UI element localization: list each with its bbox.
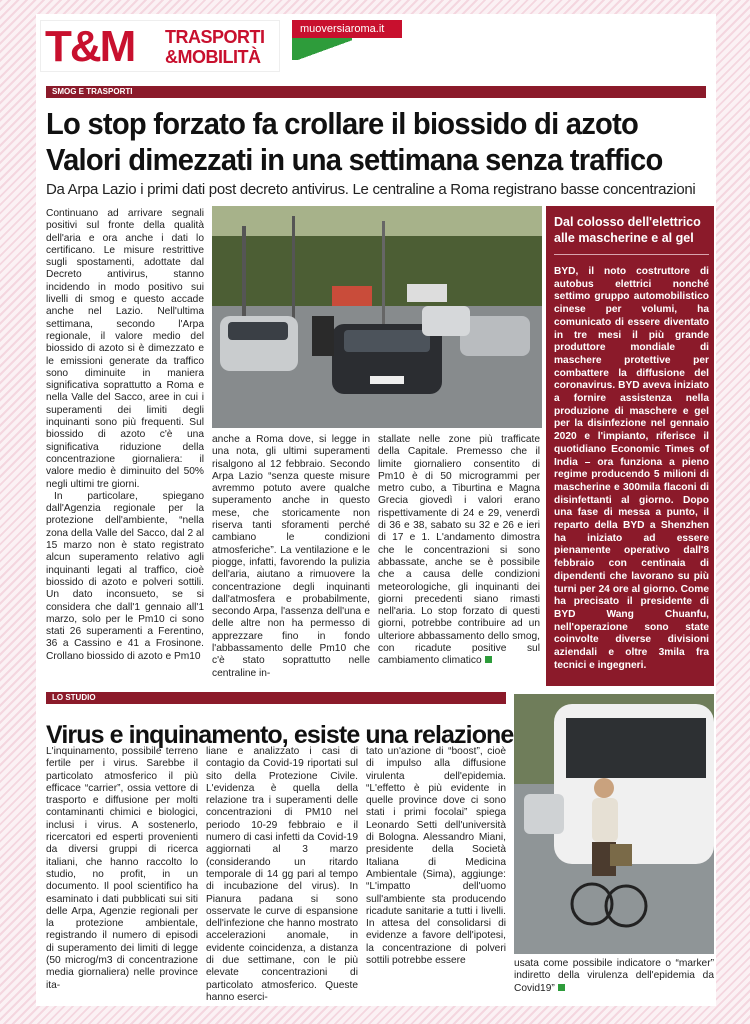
article2-column-3: tato un'azione di “boost”, cioè di impulso alla diffusione virulenta dell'epidemia. “L'effetto è più evidente in quelle province dove ci sono stati i primi focolai” spiega Leonardo Setti dell'università di Bologna. Alessandro Miani, presidente della Società Italiana di Medicina Ambientale (Sima), aggiunge: “L'impatto dell'uomo sull'ambiente sta producendo ricadute sanitarie a tutti i livelli. In attesa del consolidarsi di evidenze a favore dell'ipotesi, la concentrazione di polveri sottili potrebbe essere	[366, 746, 506, 967]
newspaper-page	[36, 14, 716, 1006]
logo-line-2: &MOBILITÀ	[165, 47, 261, 67]
end-of-article-mark	[558, 984, 565, 991]
section-label-smog: SMOG E TRASPORTI	[46, 86, 706, 98]
logo-wordmark	[165, 27, 265, 67]
cyclist-photo-illustration	[514, 694, 714, 954]
article1-column-1	[46, 208, 204, 694]
article1-paragraph-2: In particolare, spiegano dall'Agenzia regionale per la protezione dell'ambiente, “nella zona della Valle del Sacco, dal 2 al 15 marzo non è stato registrato alcun superamento relativo agli inquinanti legati al traffico, cioè biossido di azoto e polveri sottili. Un dato inconsueto, se si considera che dall'1 gennaio all'1 marzo, solo per le Pm10 ci sono stati 26 superamenti a Ferentino, 36 a Cassino e 41 a Frosinone. Crollano biossido di azoto e Pm10	[46, 490, 204, 662]
article2-headline: Virus e inquinamento, esiste una relazione	[46, 721, 514, 749]
article-subhead: Da Arpa Lazio i primi dati post decreto antivirus. Le centraline a Roma registrano basse concentrazioni	[46, 181, 696, 198]
article2-column-2: liane e analizzato i casi di contagio da Covid-19 riportati sul sito della Protezione Civile. L'evidenza è quella della relazione tra i superamenti delle concentrazioni di PM10 nel periodo 10-29 febbraio e il numero di casi infetti da Covid-19 aggiornati al 3 marzo (considerando un ritardo temporale di 14 gg pari al tempo di incubazione del virus). In Pianura padana si sono osservate le curve di espansione dell'infezione che hanno mostrato accelerazioni anomale, in evidente coincidenza, a distanza di due settimane, con le più elevate concentrazioni di particolato atmosferico. Queste hanno eserci-	[206, 746, 358, 1003]
article2-column-4	[514, 958, 714, 1006]
traffic-photo-illustration	[212, 206, 542, 428]
section-label-study: LO STUDIO	[46, 692, 506, 704]
article1-column-2: anche a Roma dove, si legge in una nota, gli ultimi superamenti risalgono al 12 febbraio. Secondo Arpa Lazio “senza queste misure avremmo potuto avere qualche superamento anche in questo mese, che storicamente non riserva tanti sforamenti perché cambiano le condizioni atmosferiche”. La ventilazione e le piogge, infatti, favorendo la pulizia dell'aria, aiutano a rimuovere la concentrazione degli inquinanti dall'atmosfera e probabilmente, secondo Arpa, l'assenza dell'una e delle altre non ha permesso di apprezzare fino in fondo l'abbassamento delle Pm10 che c'è stato soprattutto nelle centraline in-	[212, 434, 370, 679]
headline-line-2: Valori dimezzati in una settimana senza traffico	[46, 142, 663, 177]
site-url-tag[interactable]: muoversiaroma.it	[292, 20, 402, 38]
article1-column-3-text: stallate nelle zone più trafficate della Capitale. Premesso che il limite giornaliero consentito di Pm10 è di 50 microgrammi per metro cubo, a Tiburtina e Magna Grecia giovedì i valori erano rispettivamente di 24 e 29, venerdì di 36 e 38, sabato su 32 e 26 e ieri di 17 e 1. L'andamento dimostra che le concentrazioni si sono abbassate, anche se è possibile che a causa delle condizioni meteorologiche, gli inquinanti dei giorni precedenti siano rimasti nell'aria. Lo stop forzato di questi giorni, potrebbe contribuire ad un ulteriore abbassamento dello smog, con ricadute positive sul cambiamento climatico	[378, 434, 540, 667]
publication-logo	[40, 20, 280, 72]
green-stripe-decoration	[292, 38, 352, 60]
traffic-photo	[212, 206, 542, 428]
article2-column-1: L'inquinamento, possibile terreno fertile per i virus. Sarebbe il particolato atmosferico il più efficace “carrier”, ossia vettore di trasporto e diffusione per molti contaminanti chimici e biologici, inclusi i virus. A sostenerlo, ricercatori ed esperti provenienti da diversi gruppi di ricerca italiani, che hanno raccolto lo studio, no profit, in un documento. Il pool scientifico ha esaminato i dati pubblicati sui siti delle Arpa, Agenzie regionali per la protezione ambientale, registrando il numero di episodi di superamento dei limiti di legge (50 microg/m3 di concentrazione media giornaliera) nelle province ita-	[46, 746, 198, 991]
headline-line-1: Lo stop forzato fa crollare il biossido di azoto	[46, 106, 639, 141]
sidebar-title: Dal colosso dell'elettrico alle mascherine e al gel	[554, 214, 709, 255]
sidebar-body: BYD, il noto costruttore di autobus elettrici nonché settimo gruppo automobilistico cinese per volumi, ha comunicato di essere diventato in tre mesi il più grande produttore mondiale di maschere protettive per combattere la diffusione del coronavirus. BYD aveva iniziato a fornire assistenza nella produzione di maschere e gel per la disinfezione nel gennaio 2020 e l'impianto, riferisce il quotidiano Economic Times of India – ora funziona a pieno regime producendo 5 milioni di mascherine e 300mila flaconi di disinfettanti al giorno. Dopo una fase di messa a punto, il reparto della BYD a Shenzhen ha iniziato ad essere pienamente operativo dall'8 febbraio con centinaia di dipendenti che lavorano su più turni per 24 ore al giorno. Come ha precisato il presidente di BYD Wang Chuanfu, nell'operazione sono state coinvolte diverse divisioni aziendali e oltre 3mila fra tecnici e ingegneri.	[554, 266, 709, 671]
article1-column-3	[378, 434, 540, 698]
cyclist-photo	[514, 694, 714, 954]
article-headline	[46, 106, 671, 178]
sidebar-box	[546, 206, 714, 686]
logo-monogram: T&M	[45, 22, 135, 71]
article2-column-4-text: usata come possibile indicatore o “marker” indiretto della virulenza dell'epidemia da Covid19”	[514, 958, 714, 994]
logo-line-1: TRASPORTI	[165, 27, 265, 47]
article1-paragraph-1: Continuano ad arrivare segnali positivi sul fronte della qualità dell'aria e ora anche i dati lo certificano. Le misure restrittive sugli spostamenti, adottate dal Decreto antivirus, stanno incidendo in modo positivo sui livelli di smog e questo accade anche nel Lazio. Nell'ultima settimana, secondo l'Arpa regionale, il valore medio del biossido di azoto si è dimezzato e le emissioni generate da traffico sono diminuite in maniera significativa soprattutto a Roma e nella Valle del Sacco, aree in cui i superamenti dei limiti degli inquinanti sono più frequenti. Sul biossido di azoto c'è una significativa riduzione della concentrazione giornaliera: il valore medio è diminuito del 50% negli ultimi tre giorni.	[46, 208, 204, 490]
masthead	[36, 14, 716, 78]
end-of-article-mark	[485, 656, 492, 663]
